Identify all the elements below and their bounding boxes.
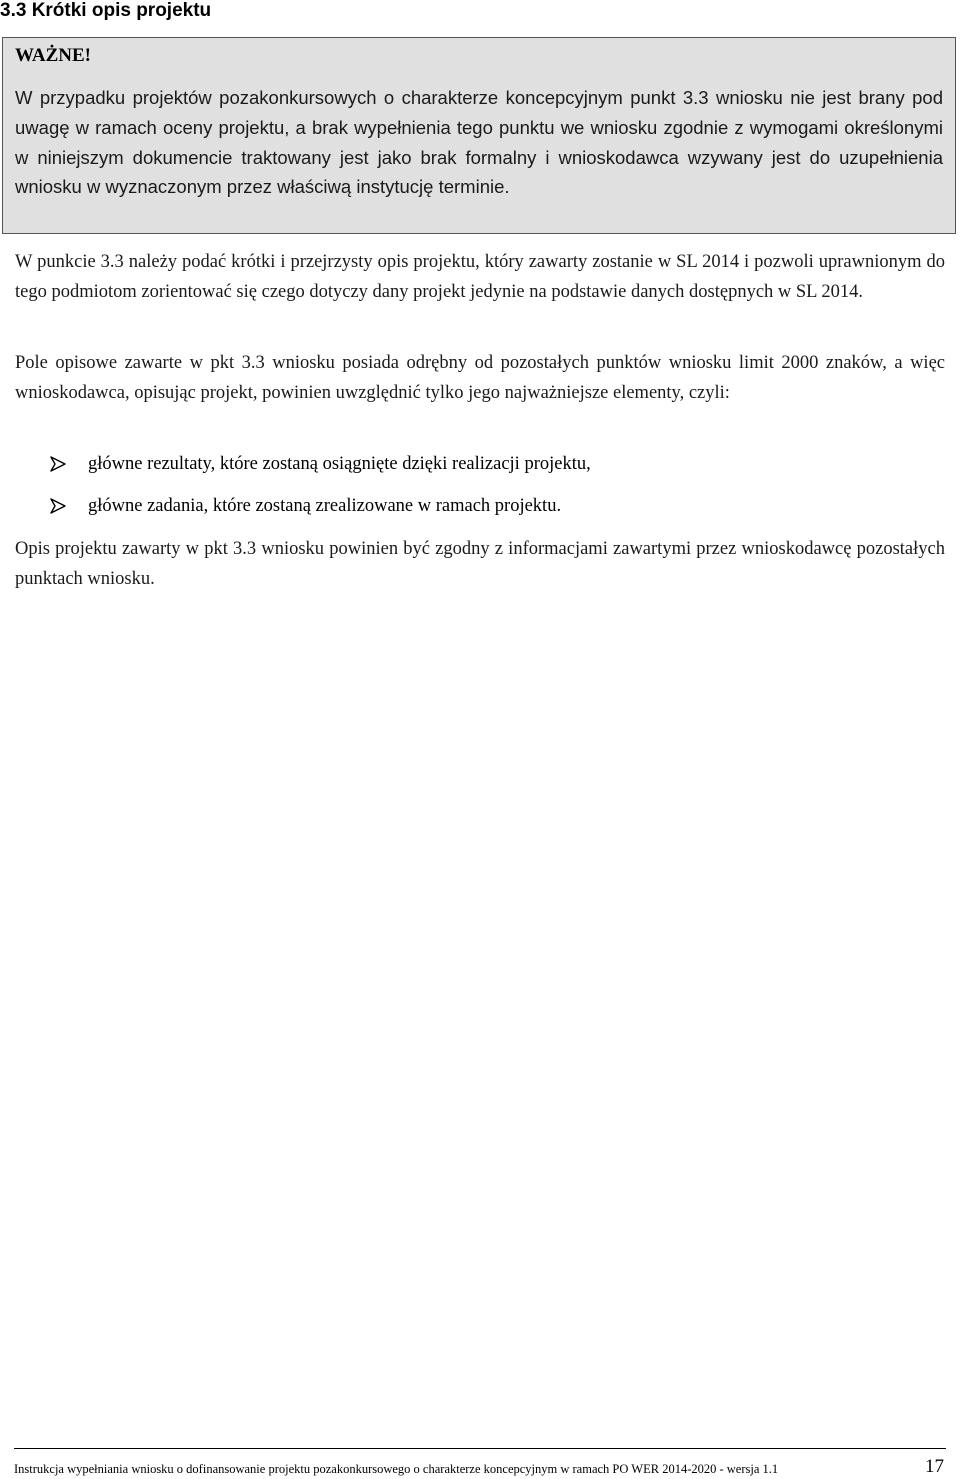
notice-text: W przypadku projektów pozakonkursowych o charakterze koncepcyjnym punkt 3.3 wniosku nie jest brany pod uwagę w ramach oceny projektu, a brak wypełnienia tego punktu we wniosku zgodnie z wymogami określonymi w niniejszym dokumencie traktowany jest jako brak formalny i wnioskodawca wzywany jest do uzupełnienia wniosku w wyznaczonym przez właściwą instytucję terminie. [15,87,943,198]
notice-box [2,37,956,234]
footer-text: Instrukcja wypełniania wniosku o dofinansowanie projektu pozakonkursowego o charakterze koncepcyjnym w ramach PO WER 2014-2020 - wersja 1.1 [14,1462,779,1476]
section-title: 3.3 Krótki opis projektu [0,0,212,21]
page-number: 17 [925,1456,944,1477]
paragraph-3: Opis projektu zawarty w pkt 3.3 wniosku powinien być zgodny z informacjami zawartymi przez wnioskodawcę pozostałych punktach wniosku. [15,539,945,589]
list-item [15,449,945,491]
arrowhead-bullet-icon [49,497,67,515]
arrowhead-bullet-icon [49,455,67,473]
list-item-text: główne rezultaty, które zostaną osiągnięte dzięki realizacji projektu, [88,454,591,474]
bullet-list [15,449,945,533]
list-item-text: główne zadania, które zostaną zrealizowane w ramach projektu. [88,496,562,516]
paragraph-2: Pole opisowe zawarte w pkt 3.3 wniosku posiada odrębny od pozostałych punktów wniosku limit 2000 znaków, a więc wnioskodawca, opisując projekt, powinien uwzględnić tylko jego najważniejsze elementy, czyli: [15,353,945,403]
paragraph-1: W punkcie 3.3 należy podać krótki i przejrzysty opis projektu, który zawarty zostanie w SL 2014 i pozwoli uprawnionym do tego podmiotom zorientować się czego dotyczy dany projekt jedynie na podstawie danych dostępnych w SL 2014. [15,252,945,302]
list-item [15,491,945,533]
footer-divider [14,1448,946,1449]
notice-heading: WAŻNE! [15,45,92,66]
